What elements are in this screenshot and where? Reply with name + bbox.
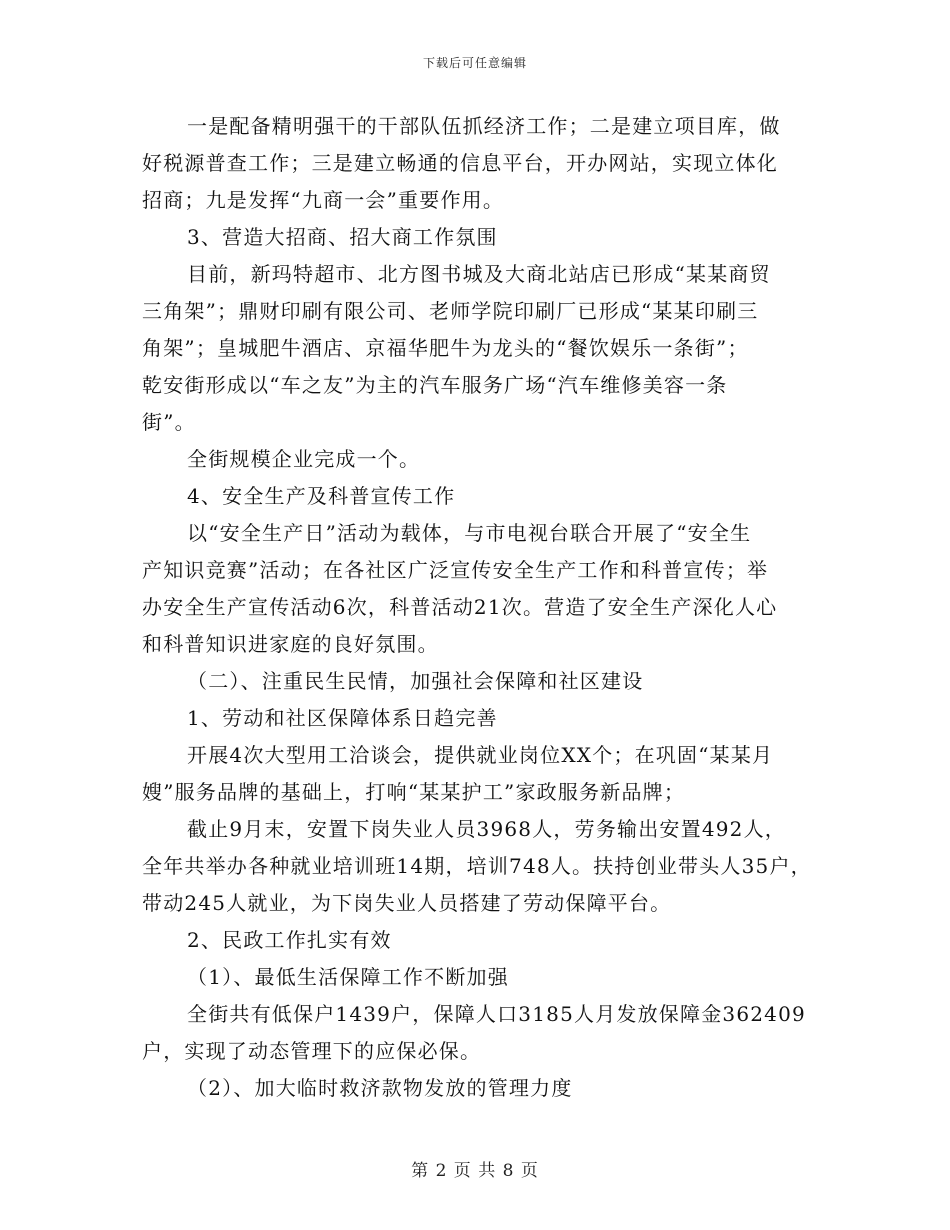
paragraph-line: 全街规模企业完成一个。 xyxy=(187,447,421,471)
paragraph-line: 乾安街形成以“车之友”为主的汽车服务广场“汽车维修美容一条 xyxy=(142,373,728,397)
paragraph-line: 户，实现了动态管理下的应保必保。 xyxy=(142,1039,482,1063)
paragraph-line: 全街共有低保户1439户，保障人口3185人月发放保障金362409 xyxy=(187,1002,806,1026)
paragraph-line: 招商；九是发挥“九商一会”重要作用。 xyxy=(142,188,505,212)
paragraph-line: 三角架”；鼎财印刷有限公司、老师学院印刷厂已形成“某某印刷三 xyxy=(142,299,759,323)
paragraph-line: 一是配备精明强干的干部队伍抓经济工作；二是建立项目库，做 xyxy=(187,114,781,138)
section-heading: 4、安全生产及科普宣传工作 xyxy=(187,484,456,508)
paragraph-line: 产知识竞赛”活动；在各社区广泛宣传安全生产工作和科普宣传；举 xyxy=(142,558,769,582)
paragraph-line: 全年共举办各种就业培训班14期，培训748人。扶持创业带头人35户， xyxy=(142,854,812,878)
paragraph-line: 以“安全生产日”活动为载体，与市电视台联合开展了“安全生 xyxy=(187,521,752,545)
paragraph-line: 角架”；皇城肥牛酒店、京福华肥牛为龙头的“餐饮娱乐一条街”； xyxy=(142,336,749,360)
paragraph-line: 带动245人就业，为下岗失业人员搭建了劳动保障平台。 xyxy=(142,891,672,915)
page-footer: 第 2 页 共 8 页 xyxy=(411,1161,539,1181)
paragraph-line: 嫂”服务品牌的基础上，打响“某某护工”家政服务新品牌； xyxy=(142,780,686,804)
section-heading: 2、民政工作扎实有效 xyxy=(187,928,392,952)
section-heading: 1、劳动和社区保障体系日趋完善 xyxy=(187,706,498,730)
paragraph-line: 和科普知识进家庭的良好氛围。 xyxy=(142,632,439,656)
paragraph-line: 办安全生产宣传活动6次，科普活动21次。营造了安全生产深化人心 xyxy=(142,595,778,619)
section-heading: （2）、加大临时救济款物发放的管理力度 xyxy=(187,1076,573,1100)
paragraph-line: 街”。 xyxy=(142,410,196,434)
section-heading: （二）、注重民生民情，加强社会保障和社区建设 xyxy=(187,669,644,693)
paragraph-line: 好税源普查工作；三是建立畅通的信息平台，开办网站，实现立体化 xyxy=(142,151,778,175)
section-heading: 3、营造大招商、招大商工作氛围 xyxy=(187,225,498,249)
page-header: 下载后可任意编辑 xyxy=(422,56,527,70)
paragraph-line: 截止9月末，安置下岗失业人员3968人，劳务输出安置492人， xyxy=(187,817,786,841)
section-heading: （1）、最低生活保障工作不断加强 xyxy=(187,965,509,989)
paragraph-line: 目前，新玛特超市、北方图书城及大商北站店已形成“某某商贸 xyxy=(187,262,771,286)
paragraph-line: 开展4次大型用工洽谈会，提供就业岗位XX个；在巩固“某某月 xyxy=(187,743,774,767)
